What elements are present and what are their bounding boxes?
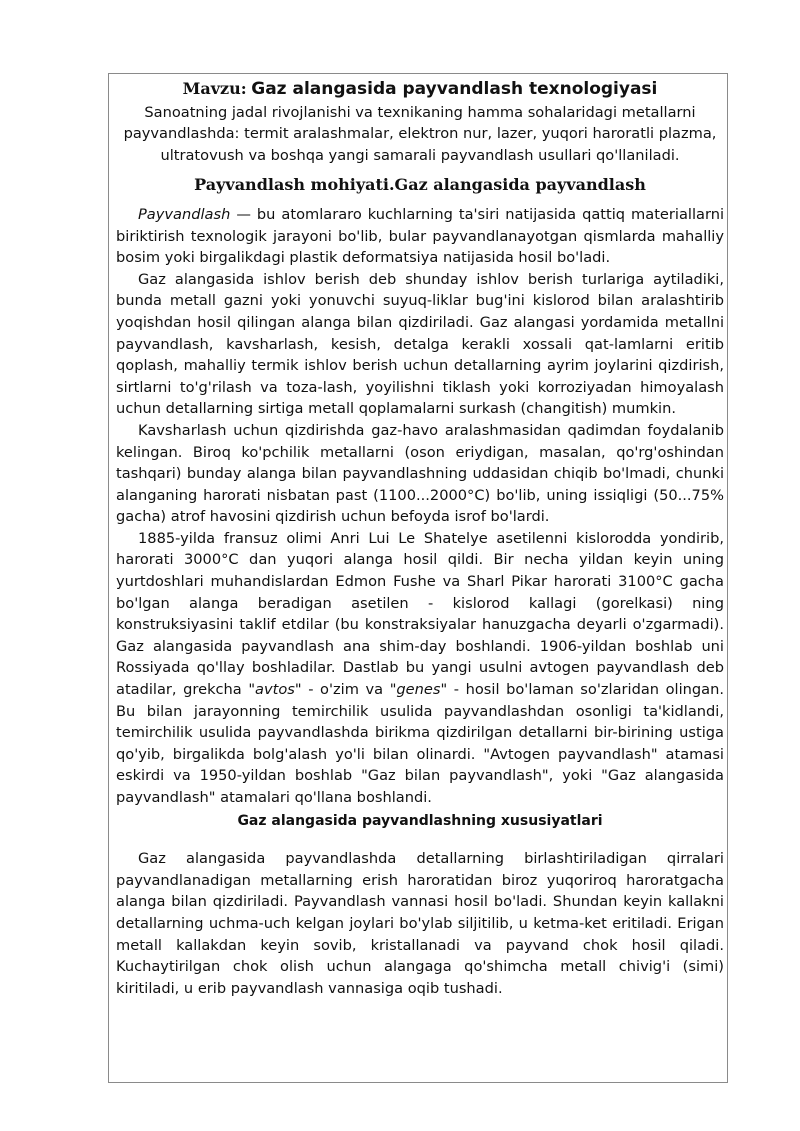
topic-name: Gaz alangasida payvandlash texnologiyasi <box>251 79 658 99</box>
section-heading-essence: Payvandlash mohiyati.Gaz alangasida payvandlash <box>194 175 646 195</box>
history-text-c: - hosil bo'laman so'zlaridan olingan. Bu bilan jarayonning temirchilik usulida payvandlashdan osonligi ta'kidlandi, temirchilik usulida payvandlashda birikma qizdirilgan detallarni bir-birining ustiga qo'yib, birgalikda bolg'alash yo'li bilan olinardi. "Avtogen payvandlash" atamasi eskirdi va 1950-yildan boshlab "Gaz bilan payvandlash", yoki "Gaz alangasida payvandlash" atamalari qo'llana boshlandi. <box>116 681 724 806</box>
document-body <box>116 78 724 999</box>
paragraph-features: Gaz alangasida payvandlashda detallarning birlashtiriladigan qirralari payvandlanadigan metallarning erish haroratidan biroz yuqoriroq haroratgacha alanga bilan qizdiriladi. Payvandlash vannasi hosil bo'ladi. Shundan keyin kallakni detallarning uchma-uch kelgan joylari bo'ylab siljitilib, u ketma-ket eritiladi. Erigan metall kallakdan keyin sovib, kristallanadi va payvand chok hosil qiladi. Kuchaytirilgan chok olish uchun alangaga qo'shimcha metall chivig'i (simi) kiritiladi, u erib payvandlash vannasiga oqib tushadi. <box>116 850 724 997</box>
history-text-a: 1885-yilda fransuz olimi Anri Lui Le Shatelye asetilenni kislorodda yondirib, harorati 3000°C dan yuqori alanga hosil qildi. Bir necha yildan keyin uning yurtdoshlari muhandislardan Edmon Fushe va Sharl Pikar harorati 3100°C gacha bo'lgan alanga beradigan asetilen - kislorod kallagi (gorelkasi) ning konstruksiyasini taklif etdilar (bu konstraksiyalar hanuzgacha deyarli o'zgarmadi). Gaz alangasida payvandlash ana shim-day boshlandi. 1906-yildan boshlab uni Rossiyada qo'llay boshladilar. Dastlab bu yangi usulni avtogen payvandlash deb atadilar, grekcha <box>116 529 724 699</box>
paragraph-definition <box>116 204 724 269</box>
term-genes: "genes" <box>389 681 448 699</box>
paragraph-brazing: Kavsharlash uchun qizdirishda gaz-havo aralashmasidan qadimdan foydalanib kelingan. Biroq ko'pchilik metallarni (oson eriydigan, masalan, qo'rg'oshindan tashqari) bunday alanga bilan payvandlashning uddasidan chiqib bo'lmadi, chunki alanganing harorati nisbatan past (1100...2000°C) bo'lib, uning issiqligi (50...75% gacha) atrof havosini qizdirish uchun befoyda isrof bo'lardi. <box>116 421 724 526</box>
intro-paragraph: Sanoatning jadal rivojlanishi va texnikaning hamma sohalaridagi metallarni payvandlashda: termit aralashmalar, elektron nur, lazer, yuqori haroratli plazma, ultratovush va boshqa yangi samarali payvandlash usullari qo'llaniladi. <box>123 103 717 164</box>
paragraph-history <box>116 528 724 809</box>
term-payvandlash: Payvandlash <box>138 205 231 223</box>
paragraph-gas-processing: Gaz alangasida ishlov berish deb shunday ishlov berish turlariga aytiladiki, bunda metall gazni yoki yonuvchi suyuq-liklar bug'ini kislorod bilan aralashtirib yoqishdan hosil qilingan alanga bilan qizdiriladi. Gaz alangasi yordamida metallni payvandlash, kavsharlash, kesish, detalga kerakli xossali qat-lamlarni eritib qoplash, mahalliy termik ishlov berish uchun detallarning ayrim joylarini qizdirish, sirtlarni to'g'rilash va toza-lash, yoyilishni tiklash yoki korroziyadan himoyalash uchun detallarning sirtiga metall qoplamalarni surkash (changitish) mumkin. <box>116 270 724 418</box>
history-text-b: - o'zim va <box>301 681 390 699</box>
section-heading-features: Gaz alangasida payvandlashning xususiyatlari <box>237 812 603 829</box>
topic-title <box>116 78 724 101</box>
definition-text: — bu atomlararo kuchlarning ta'siri natijasida qattiq materiallarni biriktirish texnologik jarayoni bo'lib, bular payvandlanayotgan qismlarda mahalliy bosim yoki birgalikdagi plastik deformatsiya natijasida hosil bo'ladi. <box>116 205 724 267</box>
term-avtos: "avtos" <box>248 681 302 699</box>
topic-label: Mavzu: <box>182 79 247 98</box>
